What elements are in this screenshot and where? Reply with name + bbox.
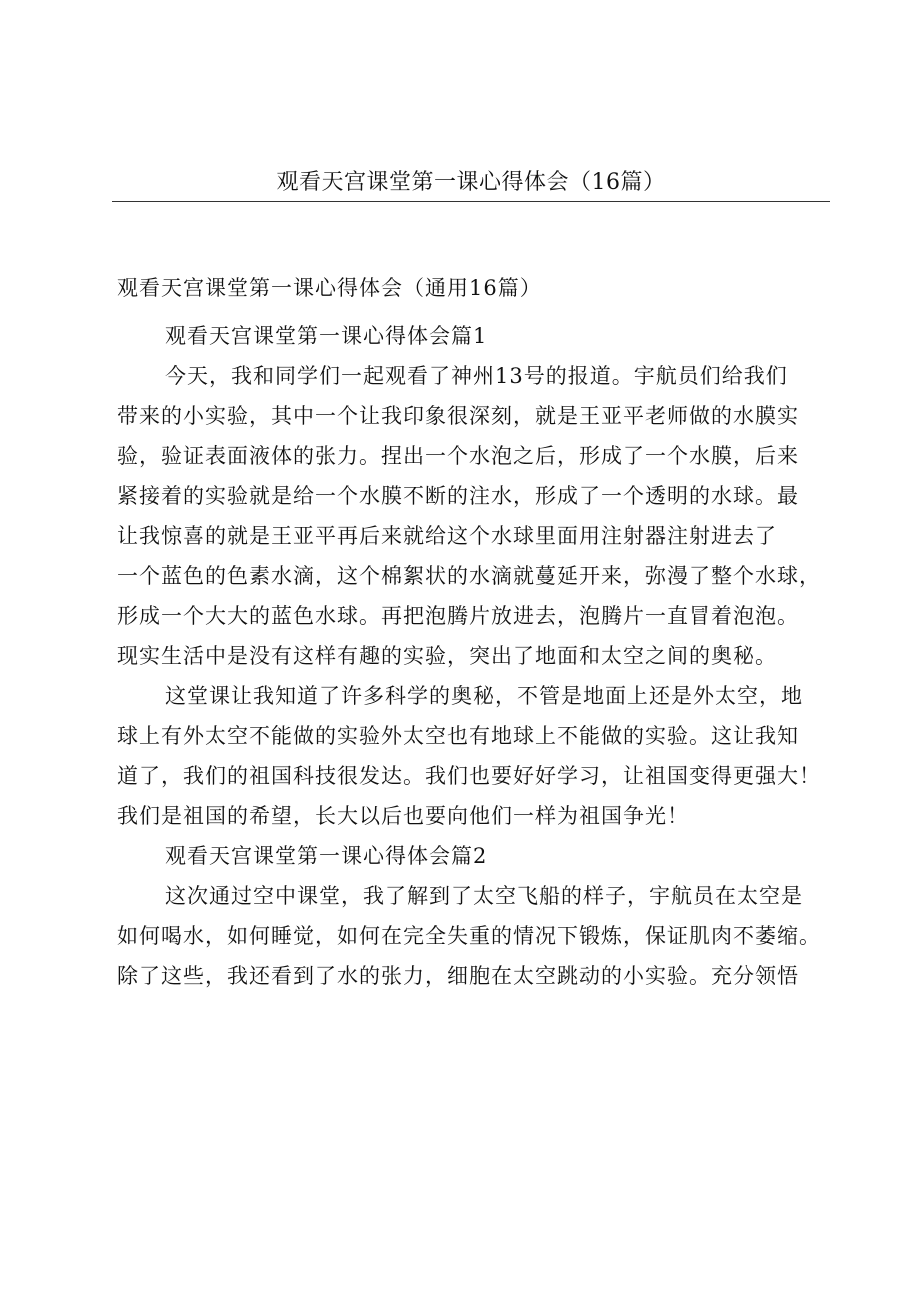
paragraph-line: 现实生活中是没有这样有趣的实验，突出了地面和太空之间的奥秘。 (117, 644, 777, 668)
document-title: 观看天宫课堂第一课心得体会（16篇） (276, 170, 666, 195)
paragraph-line: 球上有外太空不能做的实验外太空也有地球上不能做的实验。这让我知 (117, 724, 799, 748)
paragraph-line: 今天，我和同学们一起观看了神州13号的报道。宇航员们给我们 (165, 364, 788, 388)
section-heading: 观看天宫课堂第一课心得体会篇1 (165, 324, 488, 348)
paragraph-line: 形成一个大大的蓝色水球。再把泡腾片放进去，泡腾片一直冒着泡泡。 (117, 604, 799, 628)
paragraph-line: 紧接着的实验就是给一个水膜不断的注水，形成了一个透明的水球。最 (117, 484, 799, 508)
paragraph-line: 这次通过空中课堂，我了解到了太空飞船的样子，宇航员在太空是 (165, 884, 803, 908)
paragraph-line: 让我惊喜的就是王亚平再后来就给这个水球里面用注射器注射进去了 (117, 524, 777, 548)
paragraph-line: 我们是祖国的希望，长大以后也要向他们一样为祖国争光！ (117, 804, 689, 828)
paragraph-line: 除了这些，我还看到了水的张力，细胞在太空跳动的小实验。充分领悟 (117, 964, 799, 988)
paragraph-line: 一个蓝色的色素水滴，这个棉絮状的水滴就蔓延开来，弥漫了整个水球， (117, 564, 821, 588)
paragraph-line: 带来的小实验，其中一个让我印象很深刻，就是王亚平老师做的水膜实 (117, 404, 799, 428)
section-heading: 观看天宫课堂第一课心得体会篇2 (165, 844, 488, 868)
document-subtitle: 观看天宫课堂第一课心得体会（通用16篇） (117, 276, 542, 300)
paragraph-line: 这堂课让我知道了许多科学的奥秘，不管是地面上还是外太空，地 (165, 684, 803, 708)
paragraph-line: 道了，我们的祖国科技很发达。我们也要好好学习，让祖国变得更强大！ (117, 764, 821, 788)
paragraph-line: 验，验证表面液体的张力。捏出一个水泡之后，形成了一个水膜，后来 (117, 444, 799, 468)
title-underline (112, 201, 830, 202)
document-body (117, 268, 829, 996)
paragraph-line: 如何喝水，如何睡觉，如何在完全失重的情况下锻炼，保证肌肉不萎缩。 (117, 924, 821, 948)
